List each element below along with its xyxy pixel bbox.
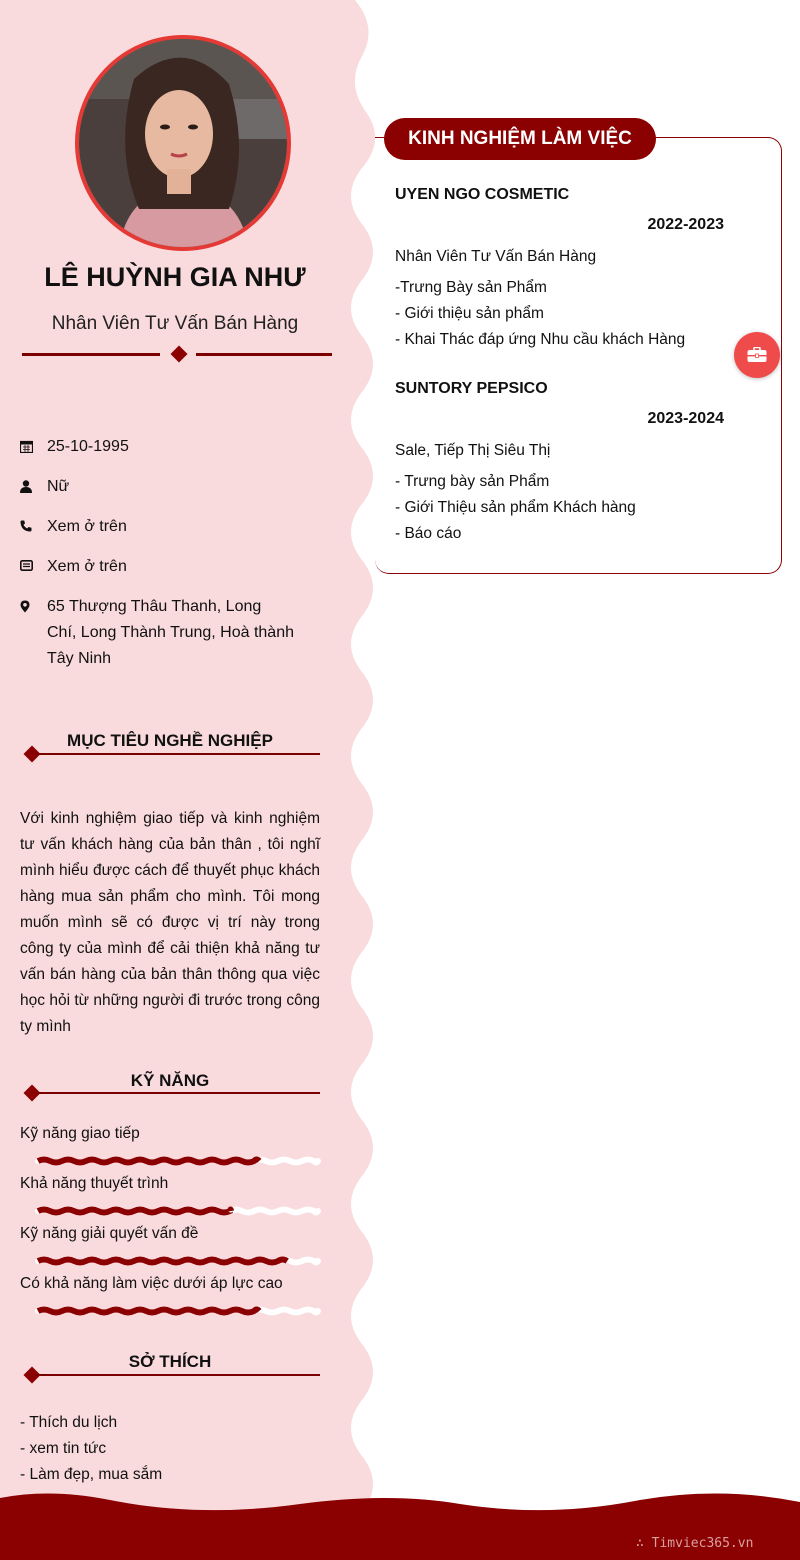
skill-bar-fill <box>38 1160 259 1163</box>
email-text: Xem ở trên <box>47 558 127 575</box>
hobby-item: - xem tin tức <box>20 1440 107 1457</box>
job-task: - Giới thiệu sản phẩm <box>395 305 544 322</box>
job-task: - Trưng bày sản Phẩm <box>395 473 550 490</box>
avatar <box>75 35 291 251</box>
watermark: ∴ Timviec365.vn <box>636 1536 754 1551</box>
skill-label: Khả năng thuyết trình <box>20 1175 169 1192</box>
briefcase-icon <box>747 347 767 363</box>
info-email <box>20 554 320 580</box>
job-task: - Báo cáo <box>395 525 462 542</box>
job-company: UYEN NGO COSMETIC <box>395 186 570 203</box>
info-birthday <box>20 434 320 460</box>
objective-title: MỤC TIÊU NGHỀ NGHIỆP <box>67 731 273 750</box>
skill-bar <box>35 1254 321 1268</box>
objective-text: Với kinh nghiệm giao tiếp và kinh nghiệm tư vấn khách hàng của bản thân , tôi nghĩ mình hiểu được cách để thuyết phục khách hàng mua sản phẩm cho mình. Tôi mong muốn mình sẽ có được vị trí này trong công ty của mình để cải thiện khả năng tư vấn bán hàng của bản thân thông qua việc học hỏi từ những người đi trước trong công ty mình <box>20 810 320 1035</box>
skills-title: KỸ NĂNG <box>130 1071 210 1090</box>
job-task: -Trưng Bày sản Phẩm <box>395 279 547 296</box>
hobbies-line <box>36 1374 320 1376</box>
hobby-item: - Thích du lịch <box>20 1414 118 1431</box>
skill-bar-fill <box>38 1310 259 1313</box>
info-address <box>20 594 295 672</box>
experience-section-button[interactable] <box>734 332 780 378</box>
job-task: - Khai Thác đáp ứng Nhu cầu khách Hàng <box>395 331 686 348</box>
skill-bar-fill <box>38 1260 287 1263</box>
job-period: 2022-2023 <box>647 216 724 233</box>
info-phone <box>20 514 320 540</box>
phone-text: Xem ở trên <box>47 518 127 535</box>
candidate-name: LÊ HUỲNH GIA NHƯ <box>44 262 306 292</box>
divider-right <box>196 353 332 356</box>
divider-left <box>22 353 160 356</box>
skill-bar <box>35 1154 321 1168</box>
skill-bar <box>35 1304 321 1318</box>
skill-bar <box>35 1204 321 1218</box>
skill-label: Kỹ năng giao tiếp <box>20 1125 140 1142</box>
candidate-role: Nhân Viên Tư Vấn Bán Hàng <box>51 313 299 334</box>
location-icon <box>20 594 47 672</box>
gender-text: Nữ <box>47 478 70 495</box>
avatar-photo <box>79 39 287 247</box>
hobbies-title: SỞ THÍCH <box>128 1352 212 1371</box>
skill-bar-fill <box>38 1210 231 1213</box>
hobby-item: - Làm đẹp, mua sắm <box>20 1466 163 1483</box>
user-icon <box>20 474 47 500</box>
email-icon <box>20 554 47 580</box>
experience-title: KINH NGHIỆM LÀM VIỆC <box>384 118 656 160</box>
birthday-text: 25-10-1995 <box>47 438 129 455</box>
job-company: SUNTORY PEPSICO <box>395 380 548 397</box>
job-position: Nhân Viên Tư Vấn Bán Hàng <box>395 248 597 265</box>
objective-line <box>36 753 320 755</box>
job-position: Sale, Tiếp Thị Siêu Thị <box>395 442 551 459</box>
skills-line <box>36 1092 320 1094</box>
job-period: 2023-2024 <box>647 410 724 427</box>
job-task: - Giới Thiệu sản phẩm Khách hàng <box>395 499 636 516</box>
skill-label: Kỹ năng giải quyết vấn đề <box>20 1225 199 1242</box>
phone-icon <box>20 514 47 540</box>
calendar-icon <box>20 434 47 460</box>
skill-label: Có khả năng làm việc dưới áp lực cao <box>20 1275 283 1292</box>
info-gender <box>20 474 320 500</box>
address-text: 65 Thượng Thâu Thanh, Long Chí, Long Thành Trung, Hoà thành Tây Ninh <box>47 598 294 667</box>
